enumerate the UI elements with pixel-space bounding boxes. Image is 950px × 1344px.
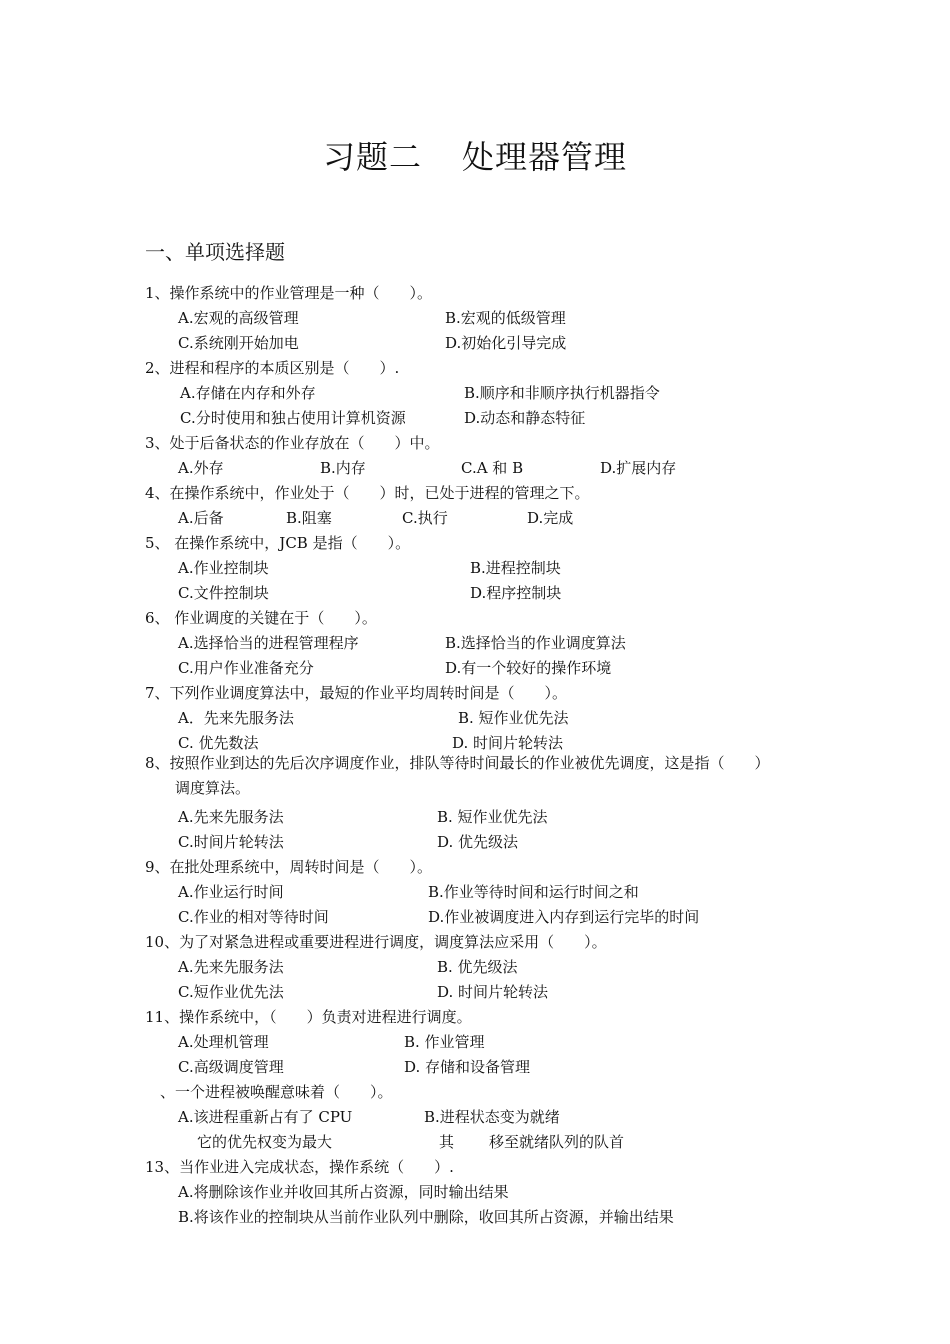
question-7-option-b: B. 短作业优先法	[458, 709, 569, 727]
question-12-option-c: 它的优先权变为最大	[197, 1133, 333, 1151]
question-9-option-d: D.作业被调度进入内存到运行完毕的时间	[428, 908, 700, 926]
question-5-option-a: A.作业控制块	[178, 559, 269, 577]
question-3-stem: 3、处于后备状态的作业存放在（ ）中。	[145, 434, 440, 452]
question-10-option-d: D. 时间片轮转法	[437, 983, 549, 1001]
question-2-option-d: D.动态和静态特征	[464, 409, 586, 427]
question-5-option-b: B.进程控制块	[470, 559, 561, 577]
question-8-stem-line2: 调度算法。	[175, 779, 251, 797]
title-part1: 习题二	[322, 138, 422, 176]
question-3-option-c: C.A 和 B	[461, 459, 524, 477]
question-4-option-d: D.完成	[527, 509, 574, 527]
question-2-stem: 2、进程和程序的本质区别是（ ）.	[145, 359, 400, 377]
question-4-option-a: A.后备	[178, 509, 224, 527]
question-12-stem: 、一个进程被唤醒意味着（ ）。	[160, 1083, 393, 1101]
question-3-option-a: A.外存	[178, 459, 224, 477]
question-1-option-a: A.宏观的高级管理	[178, 309, 299, 327]
question-8-option-a: A.先来先服务法	[178, 808, 284, 826]
question-9-option-b: B.作业等待时间和运行时间之和	[428, 883, 639, 901]
question-10-option-c: C.短作业优先法	[178, 983, 284, 1001]
question-3-option-d: D.扩展内存	[600, 459, 677, 477]
question-1-option-c: C.系统刚开始加电	[178, 334, 299, 352]
question-2-option-a: A.存储在内存和外存	[180, 384, 316, 402]
question-5-option-d: D.程序控制块	[470, 584, 562, 602]
question-13-option-a: A.将删除该作业并收回其所占资源，同时输出结果	[178, 1183, 509, 1201]
question-4-option-c: C.执行	[402, 509, 448, 527]
question-1-stem: 1、操作系统中的作业管理是一种（ ）。	[145, 284, 433, 302]
question-9-stem: 9、在批处理系统中，周转时间是（ ）。	[145, 858, 433, 876]
question-13-option-b: B.将该作业的控制块从当前作业队列中删除，收回其所占资源，并输出结果	[178, 1208, 674, 1226]
question-9-option-c: C.作业的相对等待时间	[178, 908, 329, 926]
question-10-option-a: A.先来先服务法	[178, 958, 284, 976]
question-6-option-c: C.用户作业准备充分	[178, 659, 314, 677]
question-6-option-a: A.选择恰当的进程管理程序	[178, 634, 359, 652]
question-3-option-b: B.内存	[320, 459, 366, 477]
question-11-option-b: B. 作业管理	[404, 1033, 485, 1051]
question-10-option-b: B. 优先级法	[437, 958, 518, 976]
question-13-stem: 13、当作业进入完成状态，操作系统（ ）.	[145, 1158, 454, 1176]
question-5-stem: 5、 在操作系统中，JCB 是指（ ）。	[145, 534, 411, 552]
question-11-option-d: D. 存储和设备管理	[404, 1058, 531, 1076]
question-8-option-c: C.时间片轮转法	[178, 833, 284, 851]
question-7-option-c: C. 优先数法	[178, 734, 259, 752]
question-12-option-a: A.该进程重新占有了 CPU	[178, 1108, 353, 1126]
title-part2: 处理器管理	[462, 138, 628, 176]
question-11-option-a: A.处理机管理	[178, 1033, 269, 1051]
question-8-option-d: D. 优先级法	[437, 833, 519, 851]
question-2-option-b: B.顺序和非顺序执行机器指令	[464, 384, 660, 402]
question-8-stem-line1: 8、按照作业到达的先后次序调度作业，排队等待时间最长的作业被优先调度，这是指（ ）	[145, 754, 770, 772]
question-11-stem: 11、操作系统中，（ ）负责对进程进行调度。	[145, 1008, 472, 1026]
question-12-option-d: 移至就绪队列的队首	[489, 1133, 625, 1151]
question-6-option-d: D.有一个较好的操作环境	[445, 659, 612, 677]
question-11-option-c: C.高级调度管理	[178, 1058, 284, 1076]
page-title	[0, 132, 950, 178]
question-4-option-b: B.阻塞	[286, 509, 332, 527]
question-8-stem	[145, 751, 810, 801]
question-10-stem: 10、为了对紧急进程或重要进程进行调度，调度算法应采用（ ）。	[145, 933, 607, 951]
question-2-option-c: C.分时使用和独占使用计算机资源	[180, 409, 406, 427]
question-4-stem: 4、在操作系统中，作业处于（ ）时，已处于进程的管理之下。	[145, 484, 590, 502]
question-6-stem: 6、 作业调度的关键在于（ ）。	[145, 609, 377, 627]
question-7-option-a: A．先来先服务法	[178, 709, 294, 727]
question-12-option-d-prefix: 其	[439, 1133, 455, 1151]
question-7-stem: 7、下列作业调度算法中，最短的作业平均周转时间是（ ）。	[145, 684, 568, 702]
question-1-option-d: D.初始化引导完成	[445, 334, 567, 352]
question-7-option-d: D. 时间片轮转法	[452, 734, 564, 752]
question-5-option-c: C.文件控制块	[178, 584, 269, 602]
question-1-option-b: B.宏观的低级管理	[445, 309, 566, 327]
question-8-option-b: B. 短作业优先法	[437, 808, 548, 826]
question-6-option-b: B.选择恰当的作业调度算法	[445, 634, 626, 652]
question-9-option-a: A.作业运行时间	[178, 883, 284, 901]
section-heading: 一、单项选择题	[145, 240, 285, 264]
question-12-option-b: B.进程状态变为就绪	[424, 1108, 560, 1126]
